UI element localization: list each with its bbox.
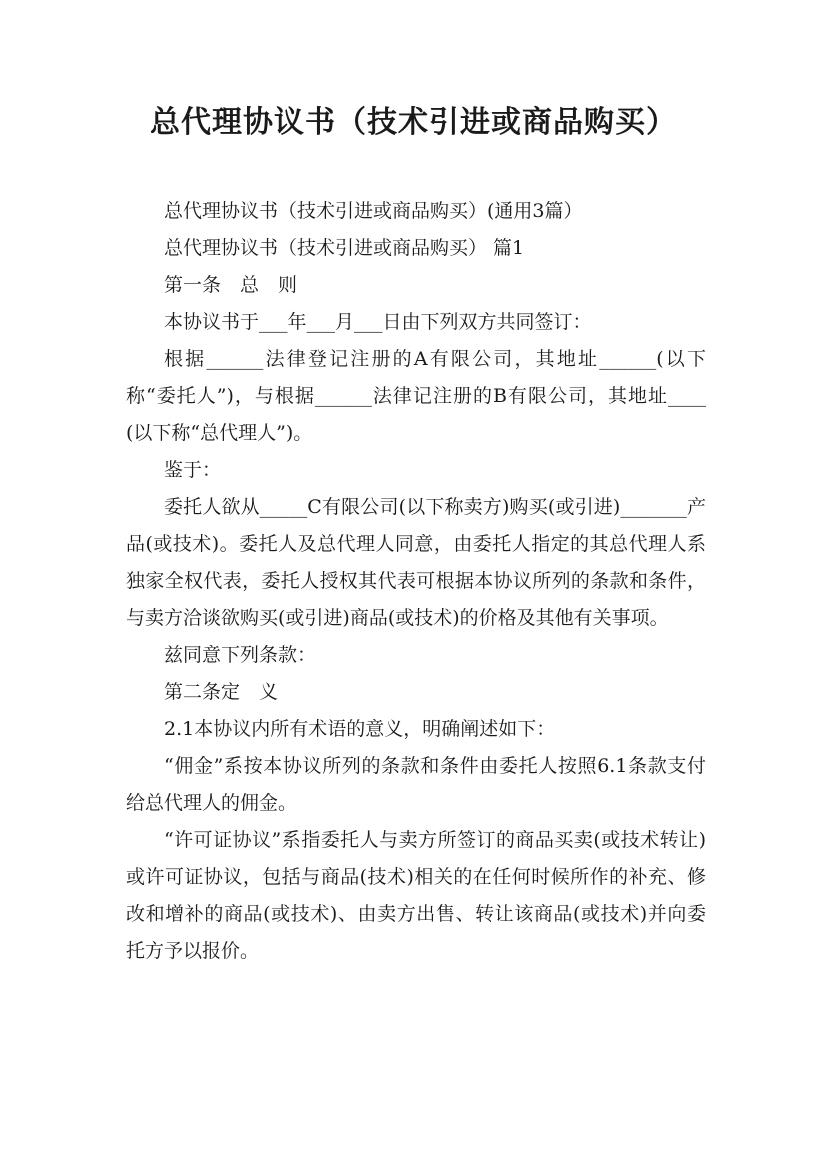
paragraph-signing-date: 本协议书于___年___月___日由下列双方共同签订： bbox=[164, 311, 592, 333]
paragraph-subtitle: 总代理协议书（技术引进或商品购买）(通用3篇） bbox=[164, 200, 583, 222]
paragraph-recital: 委托人欲从_____C有限公司(以下称卖方)购买(或引进)_______产品(或技术)。委托人及总代理人同意，由委托人指定的其总代理人系独家全权代表，委托人授权其代表可根据本协议所列的条款和条件，与卖方洽谈欲购买(或引进)商品(或技术)的价格及其他有关事项。 bbox=[126, 496, 706, 629]
paragraph-article-2-heading: 第二条定 义 bbox=[164, 681, 279, 703]
paragraph-article-1-heading: 第一条 总 则 bbox=[164, 274, 298, 296]
paragraph-commission-definition: “佣金”系按本协议所列的条款和条件由委托人按照6.1条款支付给总代理人的佣金。 bbox=[126, 755, 706, 814]
paragraph-clause-2-1: 2.1本协议内所有术语的意义，明确阐述如下： bbox=[164, 718, 556, 740]
paragraph-parties: 根据______法律登记注册的A有限公司，其地址______(以下称“委托人”)，与根据______法律记注册的B有限公司，其地址____(以下称“总代理人”)。 bbox=[126, 348, 706, 444]
document-title: 总代理协议书（技术引进或商品购买） bbox=[150, 105, 677, 140]
paragraph-agreed-terms: 兹同意下列条款： bbox=[164, 644, 317, 666]
paragraph-license-definition: “许可证协议”系指委托人与卖方所签订的商品买卖(或技术转让)或许可证协议，包括与商品(技术)相关的在任何时候所作的补充、修改和增补的商品(或技术)、由卖方出售、转让该商品(或技术)并向委托方予以报价。 bbox=[126, 829, 706, 962]
paragraph-part-heading: 总代理协议书（技术引进或商品购买） 篇1 bbox=[164, 237, 525, 259]
document-body bbox=[126, 193, 706, 970]
paragraph-whereas: 鉴于： bbox=[164, 459, 222, 481]
